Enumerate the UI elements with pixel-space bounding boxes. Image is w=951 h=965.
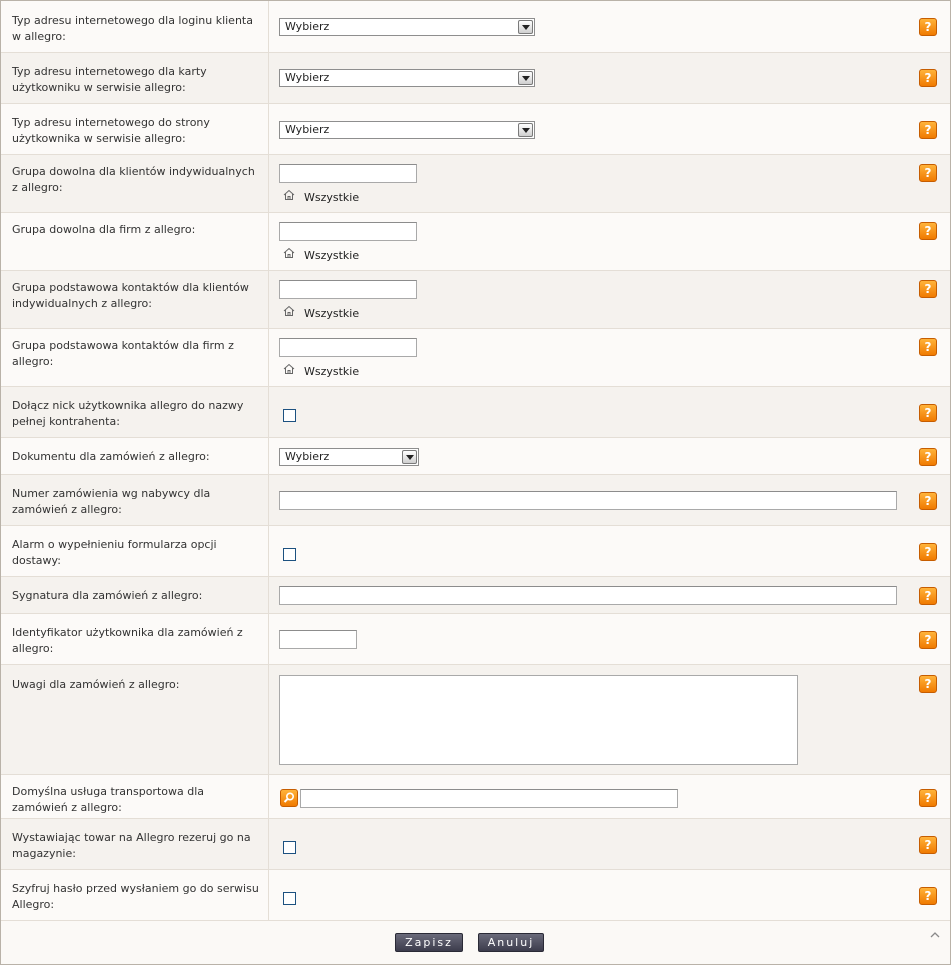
- form-row: [1, 104, 950, 155]
- link-label: Wszystkie: [304, 365, 360, 378]
- form-row: [1, 329, 950, 387]
- row-label: Grupa dowolna dla klientów indywidualnych z allegro:: [12, 165, 255, 194]
- label-cell: [1, 387, 269, 437]
- append-nick-checkbox[interactable]: [283, 409, 296, 422]
- cancel-button[interactable]: Anuluj: [478, 933, 544, 952]
- help-button[interactable]: ?: [919, 280, 937, 298]
- row-label: Dołącz nick użytkownika allegro do nazwy pełnej kontrahenta:: [12, 399, 244, 428]
- order-number-input[interactable]: [279, 491, 897, 510]
- form-row: [1, 271, 950, 329]
- user-card-url-type-select[interactable]: [279, 69, 535, 87]
- chevron-down-icon: [518, 20, 533, 34]
- row-label: Identyfikator użytkownika dla zamówień z allegro:: [12, 626, 243, 655]
- individual-group-input[interactable]: [279, 164, 417, 183]
- label-cell: [1, 53, 269, 103]
- link-label: Wszystkie: [304, 307, 360, 320]
- label-cell: [1, 213, 269, 270]
- chevron-down-icon: [402, 450, 417, 464]
- delivery-alarm-checkbox[interactable]: [283, 548, 296, 561]
- select-value: Wybierz: [285, 71, 330, 84]
- document-type-select[interactable]: [279, 448, 419, 466]
- label-cell: [1, 104, 269, 154]
- form-row: [1, 53, 950, 104]
- link-label: Wszystkie: [304, 249, 360, 262]
- form-row: [1, 387, 950, 438]
- help-button[interactable]: ?: [919, 492, 937, 510]
- help-button[interactable]: ?: [919, 836, 937, 854]
- label-cell: [1, 155, 269, 212]
- form-row: [1, 1, 950, 53]
- row-label: Alarm o wypełnieniu formularza opcji dostawy:: [12, 538, 217, 567]
- help-button[interactable]: ?: [919, 222, 937, 240]
- row-label: Typ adresu internetowego do strony użytkownika w serwisie allegro:: [12, 116, 210, 145]
- form-row: [1, 526, 950, 577]
- row-label: Typ adresu internetowego dla karty użytkowniku w serwisie allegro:: [12, 65, 207, 94]
- row-label: Domyślna usługa transportowa dla zamówień z allegro:: [12, 785, 205, 814]
- company-basic-group-input[interactable]: [279, 338, 417, 357]
- magnifier-icon[interactable]: [280, 789, 298, 807]
- reserve-stock-checkbox[interactable]: [283, 841, 296, 854]
- row-label: Numer zamówienia wg nabywcy dla zamówień z allegro:: [12, 487, 211, 516]
- row-label: Grupa dowolna dla firm z allegro:: [12, 223, 196, 236]
- search-glyph: [281, 790, 297, 806]
- help-button[interactable]: ?: [919, 675, 937, 693]
- all-groups-link[interactable]: [284, 307, 359, 320]
- help-button[interactable]: ?: [919, 887, 937, 905]
- form-row: [1, 775, 950, 819]
- help-button[interactable]: ?: [919, 404, 937, 422]
- row-label: Uwagi dla zamówień z allegro:: [12, 678, 180, 691]
- signature-input[interactable]: [279, 586, 897, 605]
- help-button[interactable]: ?: [919, 164, 937, 182]
- label-cell: [1, 475, 269, 525]
- company-group-input[interactable]: [279, 222, 417, 241]
- save-button[interactable]: Zapisz: [395, 933, 463, 952]
- label-cell: [1, 271, 269, 328]
- form-row: [1, 155, 950, 213]
- order-notes-textarea[interactable]: [279, 675, 798, 765]
- user-page-url-type-select[interactable]: [279, 121, 535, 139]
- form-row: [1, 819, 950, 870]
- label-cell: [1, 819, 269, 869]
- house-icon: [283, 305, 295, 317]
- form-row: [1, 614, 950, 665]
- help-button[interactable]: ?: [919, 121, 937, 139]
- label-cell: [1, 870, 269, 920]
- all-groups-link[interactable]: [284, 191, 359, 204]
- chevron-down-icon: [518, 71, 533, 85]
- label-cell: [1, 329, 269, 386]
- all-groups-link[interactable]: [284, 249, 359, 262]
- row-label: Grupa podstawowa kontaktów dla klientów indywidualnych z allegro:: [12, 281, 249, 310]
- help-button[interactable]: ?: [919, 789, 937, 807]
- select-value: Wybierz: [285, 450, 330, 463]
- chevron-down-icon: [518, 123, 533, 137]
- house-icon: [283, 247, 295, 259]
- form-row: [1, 438, 950, 475]
- label-cell: [1, 775, 269, 818]
- house-icon: [283, 363, 295, 375]
- select-value: Wybierz: [285, 20, 330, 33]
- form-row: [1, 213, 950, 271]
- help-button[interactable]: ?: [919, 338, 937, 356]
- label-cell: [1, 577, 269, 613]
- form-row: [1, 665, 950, 775]
- label-cell: [1, 526, 269, 576]
- help-button[interactable]: ?: [919, 543, 937, 561]
- row-label: Szyfruj hasło przed wysłaniem go do serwisu Allegro:: [12, 882, 259, 911]
- individual-basic-group-input[interactable]: [279, 280, 417, 299]
- row-label: Dokumentu dla zamówień z allegro:: [12, 450, 210, 463]
- label-cell: [1, 1, 269, 52]
- user-id-input[interactable]: [279, 630, 357, 649]
- login-url-type-select[interactable]: [279, 18, 535, 36]
- all-groups-link[interactable]: [284, 365, 359, 378]
- house-icon: [283, 189, 295, 201]
- form-row: [1, 870, 950, 921]
- form-row: [1, 577, 950, 614]
- select-value: Wybierz: [285, 123, 330, 136]
- link-label: Wszystkie: [304, 191, 360, 204]
- help-button[interactable]: ?: [919, 69, 937, 87]
- help-button[interactable]: ?: [919, 631, 937, 649]
- transport-service-input[interactable]: [300, 789, 678, 808]
- chevron-up-icon[interactable]: [930, 931, 940, 939]
- label-cell: [1, 665, 269, 774]
- label-cell: [1, 438, 269, 474]
- row-label: Grupa podstawowa kontaktów dla firm z allegro:: [12, 339, 234, 368]
- row-label: Typ adresu internetowego dla loginu klienta w allegro:: [12, 14, 253, 43]
- row-label: Wystawiając towar na Allegro rezeruj go na magazynie:: [12, 831, 251, 860]
- label-cell: [1, 614, 269, 664]
- encrypt-password-checkbox[interactable]: [283, 892, 296, 905]
- form-row: [1, 475, 950, 526]
- help-button[interactable]: ?: [919, 18, 937, 36]
- help-button[interactable]: ?: [919, 587, 937, 605]
- help-button[interactable]: ?: [919, 448, 937, 466]
- row-label: Sygnatura dla zamówień z allegro:: [12, 589, 203, 602]
